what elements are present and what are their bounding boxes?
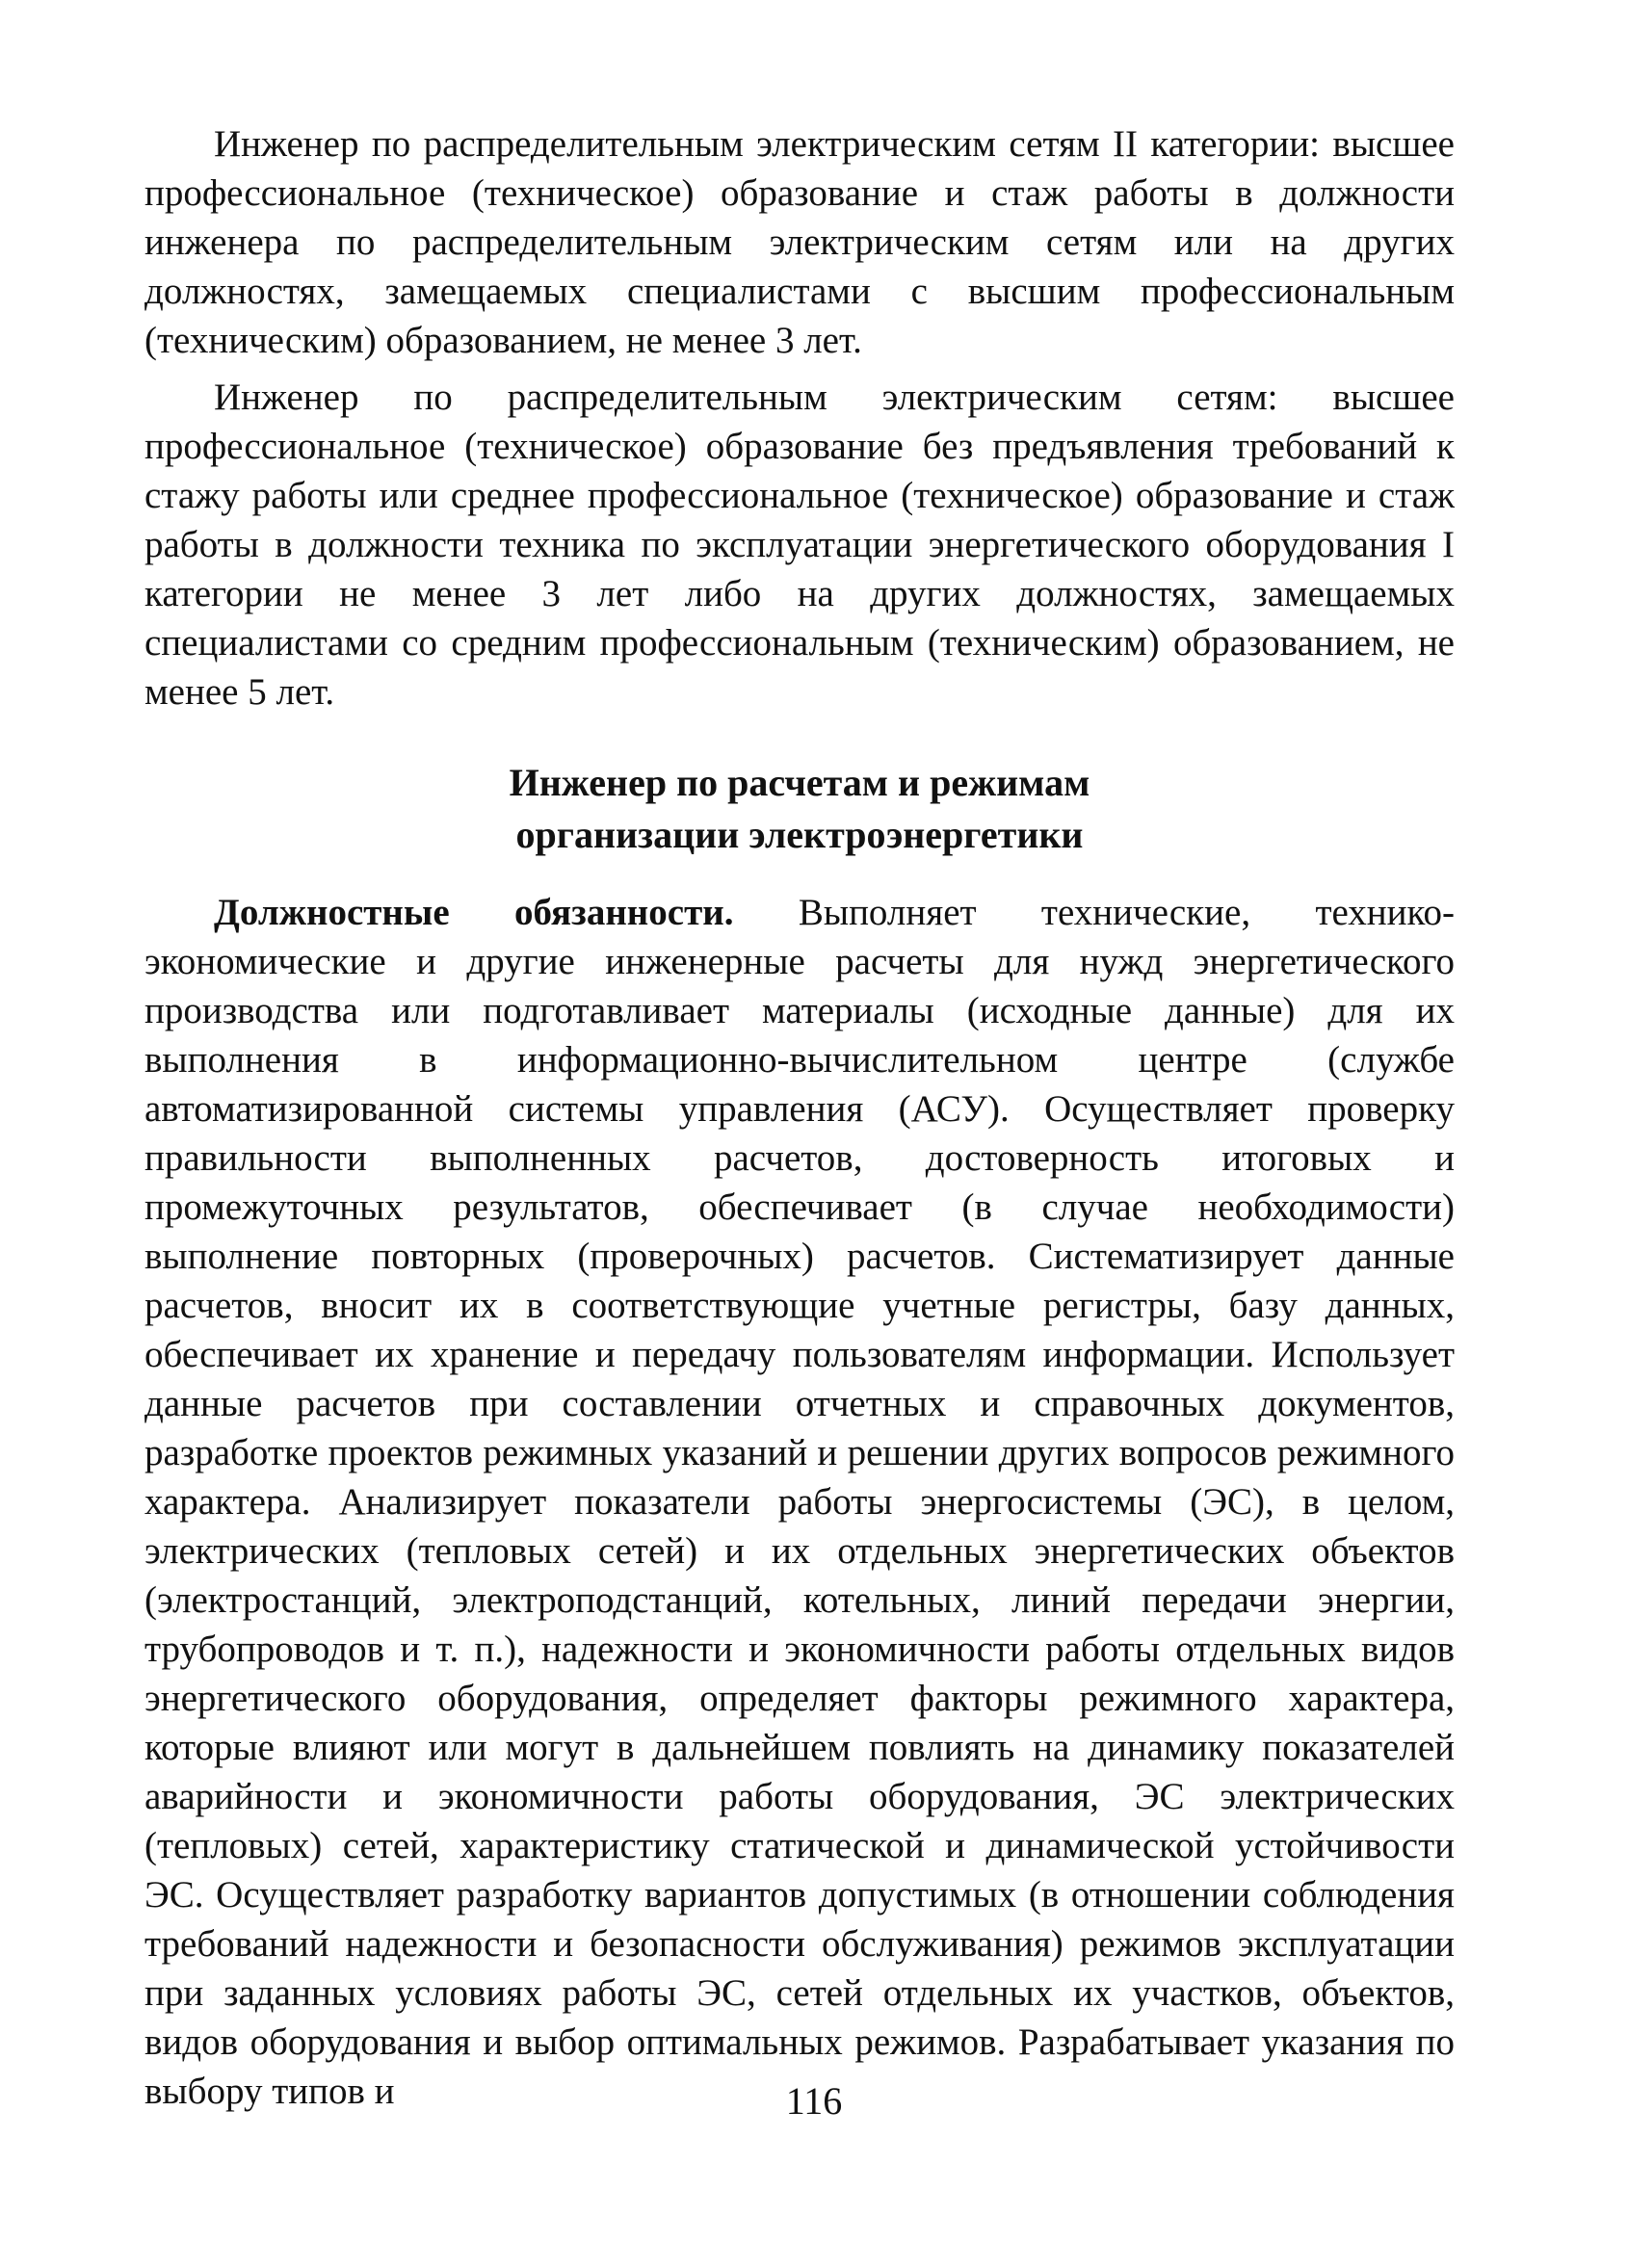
page-number: 116 bbox=[785, 2079, 843, 2123]
paragraph-engineer-no-category: Инженер по распределительным электрическим сетям: высшее профессиональное (техническое) образование без предъявления требований к стажу работы или среднее профессиональное (техническое) образование и стаж работы в должности техника по эксплуатации энергетического оборудования I категории не менее 3 лет либо на других должностях, замещаемых специалистами со средним профессиональным (техническим) образованием, не менее 5 лет. bbox=[144, 377, 1455, 713]
section-heading-line-2: организации электроэнергетики bbox=[515, 813, 1084, 856]
duties-label: Должностные обязанности. bbox=[214, 892, 734, 933]
page-content bbox=[144, 119, 1455, 2116]
section-heading-line-1: Инженер по расчетам и режимам bbox=[509, 761, 1090, 804]
section-heading bbox=[144, 757, 1455, 861]
paragraph-duties bbox=[144, 888, 1455, 2116]
paragraph-engineer-category-2: Инженер по распределительным электрическим сетям II категории: высшее профессиональное (техническое) образование и стаж работы в должности инженера по распределительным электрическим сетям или на других должностях, замещаемых специалистами с высшим профессиональным (техническим) образованием, не менее 3 лет. bbox=[144, 123, 1455, 361]
duties-text: Выполняет технические, технико-экономические и другие инженерные расчеты для нужд энергетического производства или подготавливает материалы (исходные данные) для их выполнения в информационно-вычислительном центре (службе автоматизированной системы управления (АСУ). Осуществляет проверку правильности выполненных расчетов, достоверность итоговых и промежуточных результатов, обеспечивает (в случае необходимости) выполнение повторных (проверочных) расчетов. Систематизирует данные расчетов, вносит их в соответствующие учетные регистры, базу данных, обеспечивает их хранение и передачу пользователям информации. Использует данные расчетов при составлении отчетных и справочных документов, разработке проектов режимных указаний и решении других вопросов режимного характера. Анализирует показатели работы энергосистемы (ЭС), в целом, электрических (тепловых сетей) и их отдельных энергетических объектов (электростанций, электроподстанций, котельных, линий передачи энергии, трубопроводов и т. п.), надежности и экономичности работы отдельных видов энергетического оборудования, определяет факторы режимного характера, которые влияют или могут в дальнейшем повлиять на динамику показателей аварийности и экономичности работы оборудования, ЭС электрических (тепловых) сетей, характеристику статической и динамической устойчивости ЭС. Осуществляет разработку вариантов допустимых (в отношении соблюдения требований надежности и безопасности обслуживания) режимов эксплуатации при заданных условиях работы ЭС, сетей отдельных их участков, объектов, видов оборудования и выбор оптимальных режимов. Разрабатывает указания по выбору типов и bbox=[144, 892, 1456, 2112]
